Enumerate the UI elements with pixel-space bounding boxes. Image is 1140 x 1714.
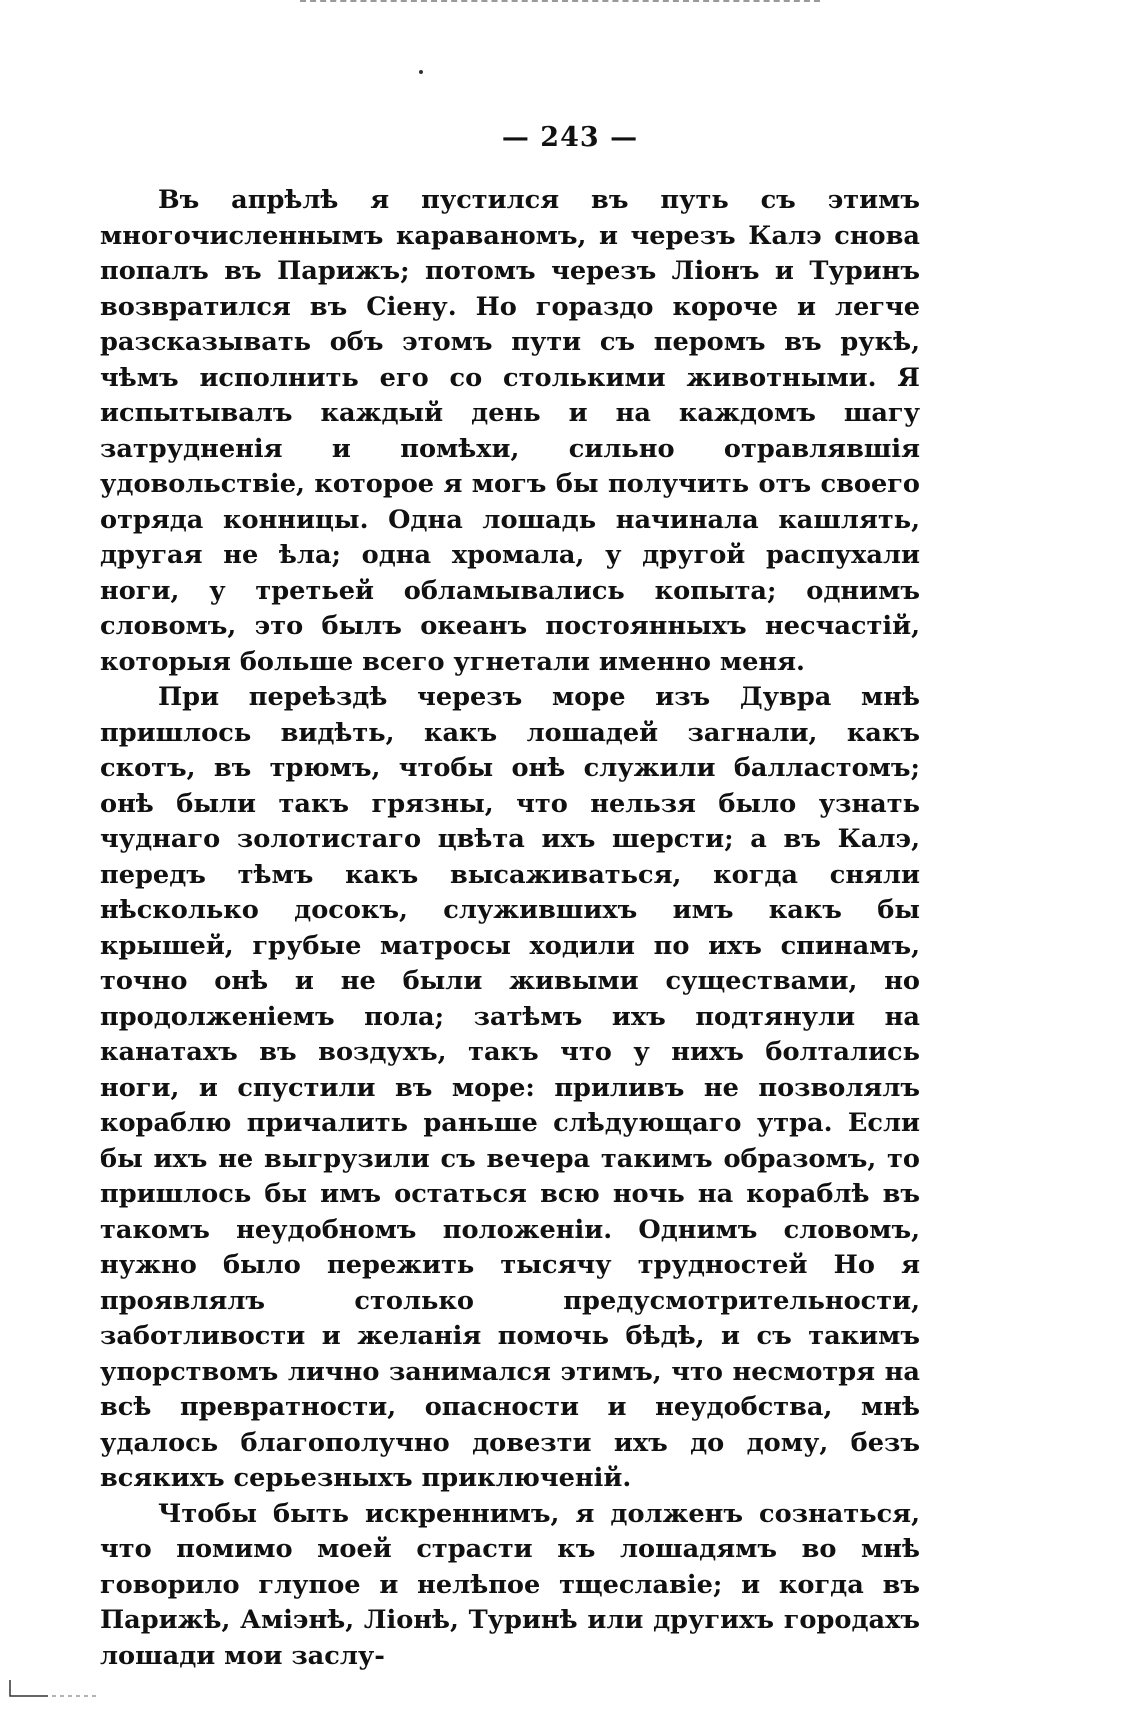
- page-number: — 243 —: [501, 122, 639, 153]
- scan-speck: [419, 70, 423, 74]
- paragraph-3: Чтобы быть искреннимъ, я долженъ сознаться, что помимо моей страсти къ лошадямъ во мнѣ говорило глупое и нелѣпое тщеславіе; и когда въ Парижѣ, Аміэнѣ, Ліонѣ, Туринѣ или другихъ городахъ лошади мои заслу-: [100, 1498, 920, 1671]
- page-body: [100, 183, 920, 1674]
- scan-edge-line: [300, 0, 820, 5]
- scan-corner-mark: [8, 1680, 103, 1700]
- paragraph-1: Въ апрѣлѣ я пустился въ путь съ этимъ многочисленнымъ караваномъ, и черезъ Калэ снова попалъ въ Парижъ; потомъ черезъ Ліонъ и Туринъ возвратился въ Сіену. Но гораздо короче и легче разсказывать объ этомъ пути съ перомъ въ рукѣ, чѣмъ исполнить его со столькими животными. Я испытывалъ каждый день и на каждомъ шагу затрудненія и помѣхи, сильно отравлявшія удовольствіе, которое я могъ бы получить отъ своего отряда конницы. Одна лошадь начинала кашлять, другая не ѣла; одна хромала, у другой распухали ноги, у третьей обламывались копыта; однимъ словомъ, это былъ океанъ постоянныхъ несчастій, которыя больше всего угнетали именно меня.: [100, 185, 920, 677]
- paragraph-2: При переѣздѣ черезъ море изъ Дувра мнѣ пришлось видѣть, какъ лошадей загнали, какъ скотъ, въ трюмъ, чтобы онѣ служили балластомъ; онѣ были такъ грязны, что нельзя было узнать чуднаго золотистаго цвѣта ихъ шерсти; а въ Калэ, передъ тѣмъ какъ высаживаться, когда сняли нѣсколько досокъ, служившихъ имъ какъ бы крышей, грубые матросы ходили по ихъ спинамъ, точно онѣ и не были живыми существами, но продолженіемъ пола; затѣмъ ихъ подтянули на канатахъ въ воздухъ, такъ что у нихъ болтались ноги, и спустили въ море: приливъ не позволялъ кораблю причалить раньше слѣдующаго утра. Если бы ихъ не выгрузили съ вечера такимъ образомъ, то пришлось бы имъ остаться всю ночь на кораблѣ въ такомъ неудобномъ положеніи. Однимъ словомъ, нужно было пережить тысячу трудностей Но я проявлялъ столько предусмотрительности, заботливости и желанія помочь бѣдѣ, и съ такимъ упорствомъ лично занимался этимъ, что несмотря на всѣ превратности, опасности и неудобства, мнѣ удалось благополучно довезти ихъ до дому, безъ всякихъ серьезныхъ приключеній.: [100, 682, 920, 1493]
